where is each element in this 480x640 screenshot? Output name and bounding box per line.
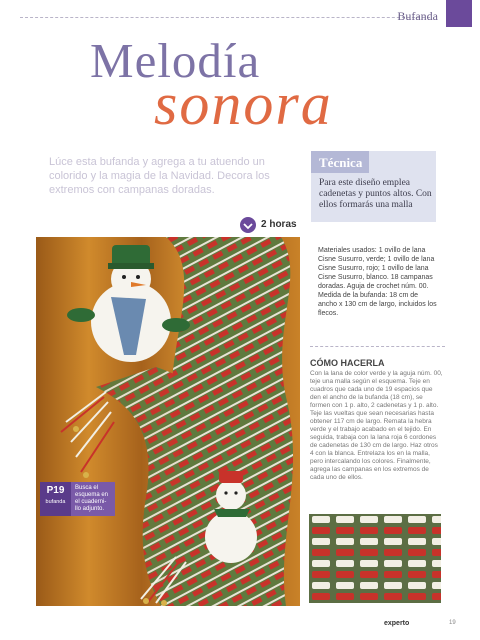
stitch-detail-photo bbox=[309, 514, 441, 603]
page-number: 19 bbox=[449, 620, 456, 626]
title-line-1: Melodía bbox=[90, 33, 261, 88]
technique-text: Para este diseño emplea cadenetas y puntos altos. Con ellos formarás una malla bbox=[319, 178, 432, 210]
separator bbox=[310, 346, 445, 347]
clock-icon bbox=[240, 217, 256, 233]
pattern-code: P19 bbox=[46, 485, 65, 496]
photo-credit bbox=[14, 243, 24, 603]
technique-title: Técnica bbox=[311, 151, 369, 173]
materials-text: Materiales usados: 1 ovillo de lana Cisne Susurro, verde; 1 ovillo de lana Cisne Susurro, rojo; 1 ovillo de lana Cisne Susurro, blanco. 18 campanas doradas. Aguja de crochet núm. 00. Medida de la bufanda: 18 cm de ancho x 130 cm de largo, incluidos los flecos. bbox=[318, 247, 437, 317]
scarf-photo bbox=[36, 237, 300, 606]
how-to-text: Con la lana de color verde y la aguja núm. 00, teje una malla según el esquema. Teje en cuadros que cada uno de 19 espacios que den el ancho de la bufanda (18 cm), se formen con 1 p. alto, 2 cadenetas y 1 p. alto. Teje las vueltas que sean necesarias hasta obtener 117 cm de largo. Remata la hebra verde y el trabajo acabado en el tejido. En seguida, trabaja con la lana roja 6 cordones de cadenetas de 130 cm de largo. Haz otros 4 con la blanca. Entrelaza los en la malla, pero intercalando los colores. Finalmente, agrega las campanas en los extremos de cada uno de ellos. bbox=[310, 370, 443, 481]
section-tag: Bufanda bbox=[397, 9, 438, 23]
corner-tab bbox=[446, 0, 472, 27]
technique-box bbox=[311, 151, 436, 222]
header-rule bbox=[20, 17, 430, 18]
footer-brand bbox=[384, 620, 409, 627]
time-label: 2 horas bbox=[261, 219, 297, 230]
pattern-note: Busca el esquema en el cuaderni-llo adjunto. bbox=[71, 482, 115, 516]
brand-name: experto bbox=[384, 620, 410, 627]
how-to-title: CÓMO HACERLA bbox=[310, 358, 385, 368]
title-line-2: sonora bbox=[154, 71, 333, 137]
pattern-badge bbox=[40, 482, 71, 516]
intro-text: Lúce esta bufanda y agrega a tu atuendo un colorido y la magia de la Navidad. Decora los extremos con campanas doradas. bbox=[49, 156, 270, 196]
pattern-type: bufanda bbox=[45, 499, 66, 505]
